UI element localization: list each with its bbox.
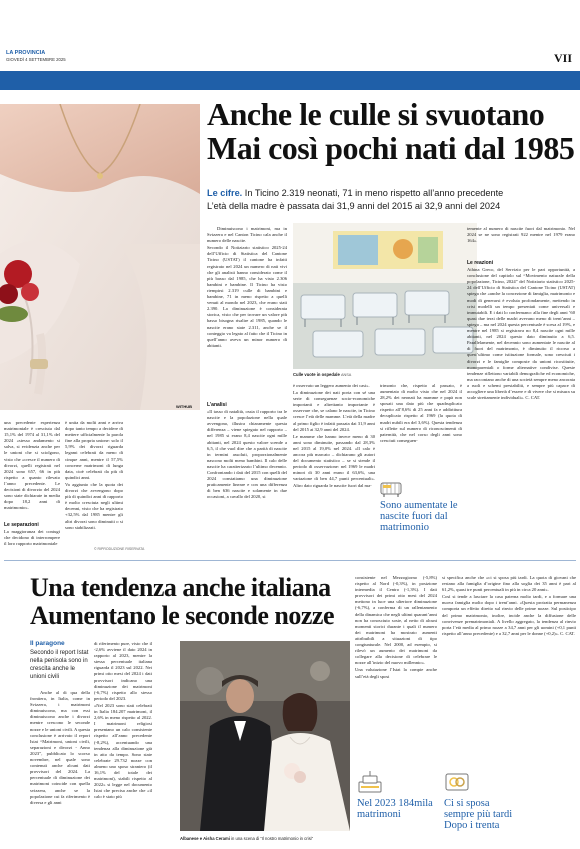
story2-col-d-p2: Così si tende a lasciare la casa paterna molto tardi, e a formare una nuova famiglia molto dopo i trent’anni. «Questa protratta permanenza comporta un effetto diretto sul rinvio delle prime nozze. Sul posticipo del primo matrimonio, inoltre, incide anche la diffusione delle convivenze prematrimoniali. A livello aggregato, la tendenza al rinvio porta l’età media al primo nozze a 34,7 anni per gli uomini (+0,1 punti rispetto all’anno precedente) e a 32,7 anni per le donne (+0,2)». C. CAT. <box>442 594 576 636</box>
story1-col-b <box>65 420 123 545</box>
story1-col-f2-p1: Athina Greco, del Servizio per le pari opportunità, a conclusione del capitolo sul “Movimento naturale della popolazione, Ticino, 2024” del Notiziario statistico 2025-24 dell’Ufficio di Statistica del Cantone Ticino (USTAT) spiega che «anche la concezione di famiglia, matrimonio e modi di generarsi è evoluta profondamente, mettendo in crisi modelli un tempo presentati come universali e immutabili. E i dati lo confermano: alla fine degli anni ’60 quasi due terzi delle madri avevano meno di trent’anni – spiega – ma nel 2024 questa percentuale è scesa al 19%, e mentre nel 1985 si registrava no 8,4 nascite ogni mille abitanti, nel 2024 questo dato diminuito a 6,5. Parallelamente, nel decennio sono aumentate le nascite al di fuori del matrimonio, è diminuito il ricorso a quest’ultimo come istituzione formale, sono cresciuti i divorzi e le famiglie composte da unioni ricostituite, monoparentali o forme alternative condivise. Queste tendenze riflettono variabili demografiche ed economiche, ma raccontano anche di una società sempre meno ancorata a ruoli e schemi prestabiliti, e sempre più capace di accogliere una libertà d’essere e di vivere che si misura su scale strettamente individuali». C. CAT. <box>467 267 575 401</box>
story1-col-a-p1: una precedente esperienza matrimoniale è cresciuta dal 15,1% del 1974 al 31,1% del 2024 «stesso andamento si salva, si evidenzia anche per le unioni che si sciolgono, visto che «cresce il numero di divorzi, quelli registrati nel 2024 sono 657, 66 in più rispetto a quanto rilevato l’anno precedente. Le decisioni di divorzio del 2024 sono state dichiarate in media dopo 18,2 anni di matrimonio». <box>4 420 60 511</box>
wedding-film-caption-bold: Albanese e Aisha Cerami <box>180 836 230 841</box>
story2-pullquote1-box <box>357 770 437 845</box>
photo-credit-left: WITHUB <box>176 404 192 409</box>
story1-col-d-p1: è osservato un leggero aumento dei casi». <box>293 383 370 388</box>
story1-col-a-lower <box>4 520 60 552</box>
story1-col-c-lower <box>207 400 287 550</box>
story2-kicker-box <box>30 640 90 681</box>
cake-icon <box>357 770 383 794</box>
story1-col-c2-p1: «Il tasso di natalità, ossia il rapporto tra le nascite e la popolazione nella quale avvengono, illustra chiaramente questa differenza – viene spiegato nel rapporto – nel 1985 si erano 8,4 nascite ogni mille abitanti, nel 2024 questo valore scende a 6,5, il che vuol dire che a parità di nascite in termini assoluti, proporzionalmente nascono molti meno bambini. Il calo delle nascite ha caratterizzato l’ultimo decennio. Confrontando i dati del 2015 con quelli del 2024 constatiamo una diminuzione praticamente lineare e con una differenza di ben 636 nascite e solamente in due occasioni, a cavallo del 2020, si <box>207 409 287 500</box>
empty-cradles-photo <box>293 223 477 369</box>
story2-standfirst: Secondo il report Istat nella penisola sono in crescita anche le unioni civili <box>30 650 89 680</box>
story2-col-d <box>442 575 576 767</box>
story1-col-e-p1: trimonio che, rispetto al passato, è aumentato di molto visto che nel 2024 il 28,2% dei neonati ha mamme e papà non sposati una dato più che quadruplicato rispetto all’8,6% di 25 anni fa e addirittura decuplicato rispetto al 1969 (la quota di madri nubili era del 3,6%). Questa tendenza si riflette sul numero di riconoscimenti di paternità, che nel corso degli anni sono cresciuti conseguen- <box>380 383 462 443</box>
story1-standfirst-text: In Ticino 2.319 neonati, 71 in meno rispetto all’anno precedente <box>244 188 504 198</box>
story1-col-f-p1: temente al numero di nascite fuori dal matrimonio. Nel 2024 se ne sono registrati 922 mentre nel 1979 erano 164». <box>467 226 575 244</box>
wedding-film-caption-rest: in una scena di “Il nostro matrimonio in crisi” <box>231 836 313 841</box>
story1-col-f-lower <box>467 258 575 552</box>
story1-headline-line2: Mai così pochi nati dal 1985 <box>207 130 575 166</box>
story2-col-b-p2: «Nel 2023 sono stati celebrati in Italia 184.207 matrimoni, il 2,6% in meno rispetto al 2022. I matrimoni religiosi presentano un calo consistente rispetto all’anno precedente (-8,2%), accentuando una tendenza alla diminuzione già in atto da tempo. Sono state celebrate 29.732 nozze con almeno uno sposo straniero (il 16,1% del totale dei matrimoni), stabili rispetto al 2022» si legge nel documento Istat che precisa anche che «il calo è stato più <box>94 702 152 800</box>
bride-bouquet-image <box>0 104 200 410</box>
story1-sub-analisi: L’analisi <box>207 402 227 408</box>
wedding-film-photo <box>180 641 350 831</box>
section-band <box>0 71 580 90</box>
story2-col-a-p1: Anche al di qua della frontiera, in Italia, come in Svizzera, i matrimoni diminuiscono, ma con essi diminuiscono anche i divorzi mentre crescono le seconde nozze e le unioni civili. A questa conclusione è arrivato il report Istat “Matrimoni, unioni civili, separazioni e divorzi - Anno 2023”, pubblicato lo scorso novembre, nel quale sono contenuti anche alcuni dati provvisori del 2024. La percentuale di diminuzione dei matrimoni coincide con quella svizzera, anche se la popolazione cui fa riferimento è diversa e gli anni <box>30 690 90 805</box>
story2-pullquote1: Nel 2023 184mila matrimoni <box>357 798 433 820</box>
story1-col-c <box>207 226 287 398</box>
cradle-icon <box>380 478 402 498</box>
story1-kicker: Le cifre. <box>207 188 243 198</box>
story1-col-f <box>467 226 575 256</box>
rings-icon <box>444 770 470 794</box>
story1-standfirst2: L’età della madre è passata dai 31,9 anni del 2015 ai 32,9 anni del 2024 <box>207 201 501 211</box>
story1-standfirst <box>207 188 577 199</box>
story1-col-c-p1: Diminuiscono i matrimoni, ma in Svizzera e nel Canton Ticino cala anche il numero delle nascite. <box>207 226 287 244</box>
story1-sub-reazioni: Le reazioni <box>467 260 494 266</box>
story1-col-e <box>380 383 462 473</box>
story2-col-c-p2: Una valutazione l’Istat la compie anche sull’età degli sposi <box>355 667 437 679</box>
story1-headline-line1: Anche le culle si svuotano <box>207 96 545 132</box>
wedding-film-image <box>180 641 350 831</box>
story2-col-b-p1: di riferimento pure, visto che il -2,6% avviene il dato 2024 in rapporto al 2023, mentre la stessa percentuale italiana riguarda il 2023 sul 2022. Nei primi otto mesi del 2024 i dati provvisori indicano una diminuzione dei matrimoni (-6,7%) rispetto allo stesso periodo del 2023. <box>94 641 152 701</box>
story1-col-a <box>4 420 60 516</box>
story1-col-b-p1: è unita da molti anni e arriva dopo tanto tempo a decidere di mettere ufficialmente la parola fine alla propria unione: solo il 5,9% dei divorzi riguarda legami celebrati da meno di cinque anni, mentre il 57,5% concerne matrimoni di lunga data, cioè celebrati da più di quindici anni. <box>65 420 123 480</box>
story1-col-d-p2: La diminuzione dei nati porta con sé una serie di conseguenze socio-economiche importanti e altrettanto importante è osservare che, se calano le nascite, in Ticino cresce l’età delle mamme. L’età della madre al primo figlio è infatti passata dai 31,9 anni del 2015 ai 32,9 anni del 2024. <box>293 390 375 432</box>
story2-col-c <box>355 575 437 767</box>
story2-col-b <box>94 641 152 846</box>
wedding-film-caption <box>180 836 313 841</box>
empty-cradles-image <box>293 223 477 369</box>
story2-kicker: Il paragone <box>30 640 65 647</box>
story1-col-a2-p1: La maggioranza dei coniugi che decidono di interrompere il loro rapporto matrimoniale <box>4 529 60 547</box>
page-number: VII <box>553 51 572 65</box>
story1-col-b-p2: Va aggiunto che la quota dei divorzi che avvengono dopo più di quindici anni di rapporto è molto cresciuta negli ultimi decenni, visto che ha registrato +32,5% dal 1985 mentre gli altri divorzi sono diminuiti o si sono stabilizzati. <box>65 481 123 530</box>
story2-headline-line1: Una tendenza anche italiana <box>30 573 331 602</box>
story2-pullquote2: Ci si sposa sempre più tardi Dopo i trenta <box>444 798 513 831</box>
story1-col-c-p2: Secondo il Notiziario statistico 2025-24 dell’Ufficio di Statistica del Cantone Ticino (USTAT) il cantone ha infatti registrato nel 2024 un numero di nati vivi che gli analisti hanno considerato come il più basso dal 1985, che ha visto 2.306 bambini e bambine. Il Ticino ha visto riempirsi 2.319 culle di bambini e bambine, 71 in meno rispetto a quelli venuti al mondo nel 2023, che erano stati 2.390. La diminuzione è considerata storica, visto che per trovare un valore più basso bisogna risalire al 1985, quando le nascite erano state 2.311, anche se il conteggio va legato al fatto che il Ticino in quell’anno aveva un minor numero di abitanti. <box>207 245 287 348</box>
story1-pullquote: Sono aumentate le nascite fuori dal matrimonio <box>380 500 458 533</box>
story2-col-d-p1: si specifica anche che «ci si sposa più tardi. La quota di giovani che restano alla famiglia d’origine fino alla soglia dei 35 anni è pari al 61,2%, quasi tre punti percentuali in più in circa 20 anni». <box>442 575 576 593</box>
story2-pullquote2-box <box>444 770 574 845</box>
story1-copyright: © RIPRODUZIONE RISERVATA <box>94 547 145 551</box>
masthead-date: GIOVEDÌ 4 SETTEMBRE 2025 <box>6 57 66 62</box>
empty-cradles-caption-text: Culle vuote in ospedale <box>293 372 340 377</box>
story1-pullquote-box <box>380 478 462 550</box>
story1-col-d <box>293 383 375 550</box>
empty-cradles-caption-credit: ANSA <box>340 373 352 377</box>
story2-headline-line2: Aumentano le seconde nozze <box>30 601 335 630</box>
story1-sub-separazioni: Le separazioni <box>4 522 39 528</box>
story2-col-a <box>30 690 90 845</box>
masthead-paper: LA PROVINCIA <box>6 50 46 56</box>
story1-col-d-p3: Le mamme che hanno invece meno di 30 anni sono diminuite, passando dal 28,3% nel 2015 al 19,0% nel 2024. «Il calo è ancora più marcato – dichiarano gli autori del documento statistico – se si stende il periodo di osservazione: nel 1969 le madri minori di 30 anni erano il 63,6%, una variazione di ben 44,7 punti percentuali». Altro dato riguarda le nascite fuori dal ma- <box>293 433 375 488</box>
story2-col-c-p1: consistente nel Mezzogiorno (-5,8%) rispetto al Nord (-0,3%), in posizione intermedia il Centro (-1,3%). I dati provvisori dei primi otto mesi del 2024 mettono in luce una ulteriore diminuzione (-6,7%), a conferma di un rallentamento della dinamica che negli ultimi quarant’anni non ha conosciuto soste, al netto di alcuni momenti storici durante i quali il numero dei matrimoni ha mostrato aumenti attribuibili a situazioni di tipo congiunturale. Nel 2000, ad esempio, si rilevò un aumento dei matrimoni da collegare alla decisione di celebrare le nozze all’inizio del nuovo millennio». <box>355 575 437 666</box>
bride-bouquet-photo <box>0 104 200 410</box>
story-divider <box>4 560 576 561</box>
empty-cradles-caption <box>293 372 351 377</box>
